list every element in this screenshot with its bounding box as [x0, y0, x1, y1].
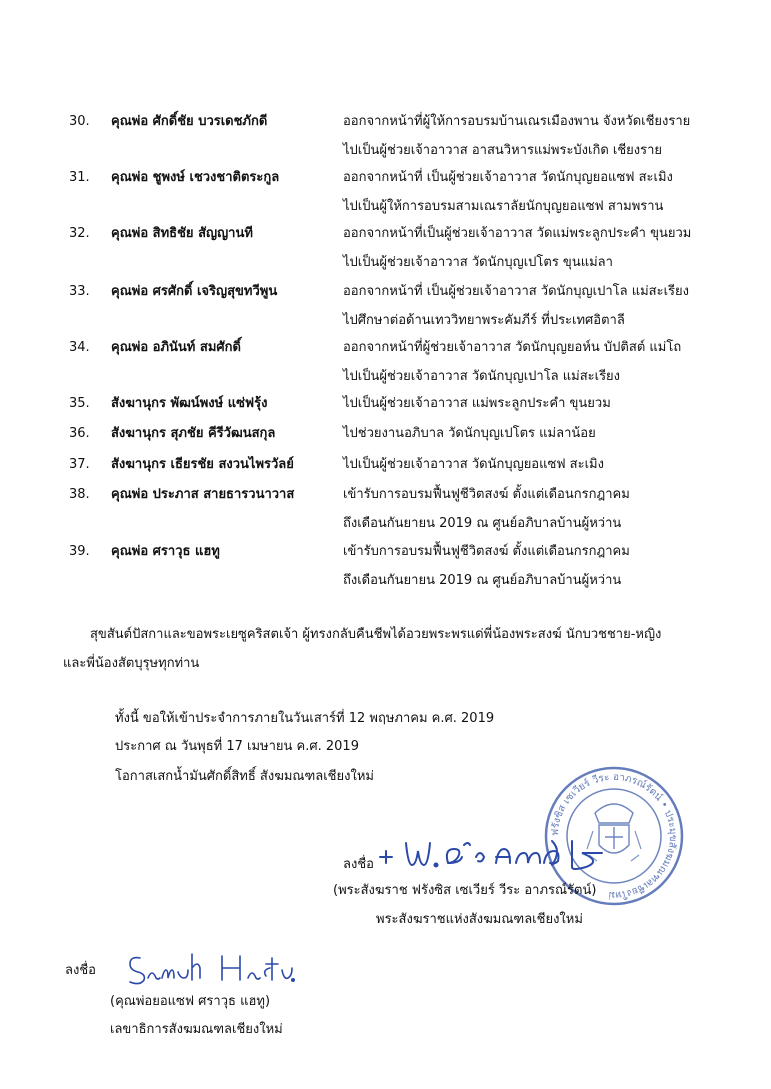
secretary-sign-label: ลงชื่อ [65, 963, 96, 978]
entry-person-name: คุณพ่อ อภินันท์ สมศักดิ์ [111, 340, 241, 355]
greeting-line-2: และพี่น้องสัตบุรุษทุกท่าน [63, 656, 200, 671]
greeting-line-1: สุขสันต์ปัสกาและขอพระเยซูคริสตเจ้า ผู้ทรงกลับคืนชีพได้อวยพระพรแด่พี่น้องพระสงฆ์ นักบวชชาย-หญิง [90, 627, 662, 642]
entry-number: 35. [69, 396, 90, 411]
seal-ring-text: ฟรังซิส เซเวียร์ วีระ อาภรณ์รัตน์ • ประมุขสังฆมณฑลเชียงใหม่ [549, 771, 679, 901]
entry-assignment [343, 169, 673, 216]
entry-assignment-line-2: ไปเป็นผู้ให้การอบรมสามเณราลัยนักบุญยอแซฟ สามพราน [343, 199, 664, 214]
entry-assignment-line-1: ออกจากหน้าที่ผู้ช่วยเจ้าอาวาส วัดนักบุญยอห์น บัปติสต์ แม่โถ [343, 340, 682, 355]
entry-person-name: คุณพ่อ ศรศักดิ์ เจริญสุขทวีพูน [111, 284, 278, 299]
entry-assignment [343, 283, 689, 330]
bishop-name: (พระสังฆราช ฟรังซิส เซเวียร์ วีระ อาภรณ์รัตน์) [333, 883, 597, 898]
entry-assignment-line-2: ไปเป็นผู้ช่วยเจ้าอาวาส อาสนวิหารแม่พระบังเกิด เชียงราย [343, 143, 663, 158]
bishop-handwritten-signature [376, 835, 616, 875]
entry-person-name: คุณพ่อ ศักดิ์ชัย บวรเดชภักดี [111, 114, 268, 129]
entry-number: 38. [69, 487, 90, 502]
entry-assignment-line-1: ไปเป็นผู้ช่วยเจ้าอาวาส แม่พระลูกประคำ ขุนยวม [343, 396, 611, 411]
entry-assignment [343, 456, 604, 474]
entry-number: 37. [69, 457, 90, 472]
entry-assignment-line-1: ออกจากหน้าที่ เป็นผู้ช่วยเจ้าอาวาส วัดนักบุญเปาโล แม่สะเรียง [343, 284, 689, 299]
entry-number: 32. [69, 226, 90, 241]
entry-assignment [343, 225, 691, 272]
entry-number: 33. [69, 284, 90, 299]
entry-assignment-line-2: ถึงเดือนกันยายน 2019 ณ ศูนย์อภิบาลบ้านผู้หว่าน [343, 573, 622, 588]
entry-assignment-line-1: เข้ารับการอบรมฟื้นฟูชีวิตสงฆ์ ตั้งแต่เดือนกรกฎาคม [343, 544, 630, 559]
entry-assignment-line-1: ไปเป็นผู้ช่วยเจ้าอาวาส วัดนักบุญยอแซฟ สะเมิง [343, 457, 604, 472]
entry-assignment-line-1: ออกจากหน้าที่ เป็นผู้ช่วยเจ้าอาวาส วัดนักบุญยอแซฟ สะเมิง [343, 170, 673, 185]
entry-assignment [343, 339, 681, 386]
entry-number: 31. [69, 170, 90, 185]
entry-assignment [343, 543, 630, 590]
effective-date-text: ทั้งนี้ ขอให้เข้าประจำการภายในวันเสาร์ที่ 12 พฤษภาคม ค.ศ. 2019 [115, 711, 495, 726]
entry-assignment [343, 395, 611, 413]
entry-assignment-line-1: ออกจากหน้าที่เป็นผู้ช่วยเจ้าอาวาส วัดแม่พระลูกประคำ ขุนยวม [343, 226, 692, 241]
entry-assignment-line-1: เข้ารับการอบรมฟื้นฟูชีวิตสงฆ์ ตั้งแต่เดือนกรกฎาคม [343, 487, 630, 502]
entry-assignment [343, 113, 690, 160]
entry-assignment [343, 486, 630, 533]
entry-number: 30. [69, 114, 90, 129]
entry-assignment [343, 425, 596, 443]
entry-person-name: สังฆานุกร สุภชัย คีรีวัฒนสกุล [111, 426, 276, 441]
declaration-date-text: ประกาศ ณ วันพุธที่ 17 เมษายน ค.ศ. 2019 [115, 739, 359, 754]
entry-assignment-line-2: ไปศึกษาต่อด้านเทววิทยาพระคัมภีร์ ที่ประเทศอิตาลี [343, 313, 625, 328]
entry-person-name: คุณพ่อ สิทธิชัย สัญญานที [111, 226, 253, 241]
entry-number: 34. [69, 340, 90, 355]
entry-number: 36. [69, 426, 90, 441]
bishop-title: พระสังฆราชแห่งสังฆมณฑลเชียงใหม่ [376, 912, 583, 927]
occasion-text: โอกาสเสกน้ำมันศักดิ์สิทธิ์ สังฆมณฑลเชียงใหม่ [115, 769, 374, 784]
secretary-title: เลขาธิการสังฆมณฑลเชียงใหม่ [110, 1022, 283, 1037]
secretary-handwritten-signature [126, 950, 296, 990]
entry-person-name: คุณพ่อ ประภาส สายธารวนาวาส [111, 487, 295, 502]
entry-assignment-line-1: ไปช่วยงานอภิบาล วัดนักบุญเปโตร แม่ลาน้อย [343, 426, 596, 441]
entry-assignment-line-1: ออกจากหน้าที่ผู้ให้การอบรมบ้านเณรเมืองพาน จังหวัดเชียงราย [343, 114, 691, 129]
secretary-name: (คุณพ่อยอแซฟ ศราวุธ แฮทู) [110, 994, 271, 1009]
entry-assignment-line-2: ไปเป็นผู้ช่วยเจ้าอาวาส วัดนักบุญเปาโล แม่สะเรียง [343, 369, 621, 384]
entry-person-name: สังฆานุกร พัฒน์พงษ์ แซ่ฟรุ้ง [111, 396, 268, 411]
entry-number: 39. [69, 544, 90, 559]
entry-person-name: คุณพ่อ ชูพงษ์ เชวงชาติตระกูล [111, 170, 280, 185]
entry-person-name: คุณพ่อ ศราวุธ แฮทู [111, 544, 220, 559]
bishop-sign-label: ลงชื่อ [343, 857, 374, 872]
entry-person-name: สังฆานุกร เธียรชัย สงวนไพรวัลย์ [111, 457, 294, 472]
entry-assignment-line-2: ไปเป็นผู้ช่วยเจ้าอาวาส วัดนักบุญเปโตร ขุนแม่ลา [343, 255, 613, 270]
entry-assignment-line-2: ถึงเดือนกันยายน 2019 ณ ศูนย์อภิบาลบ้านผู้หว่าน [343, 516, 622, 531]
